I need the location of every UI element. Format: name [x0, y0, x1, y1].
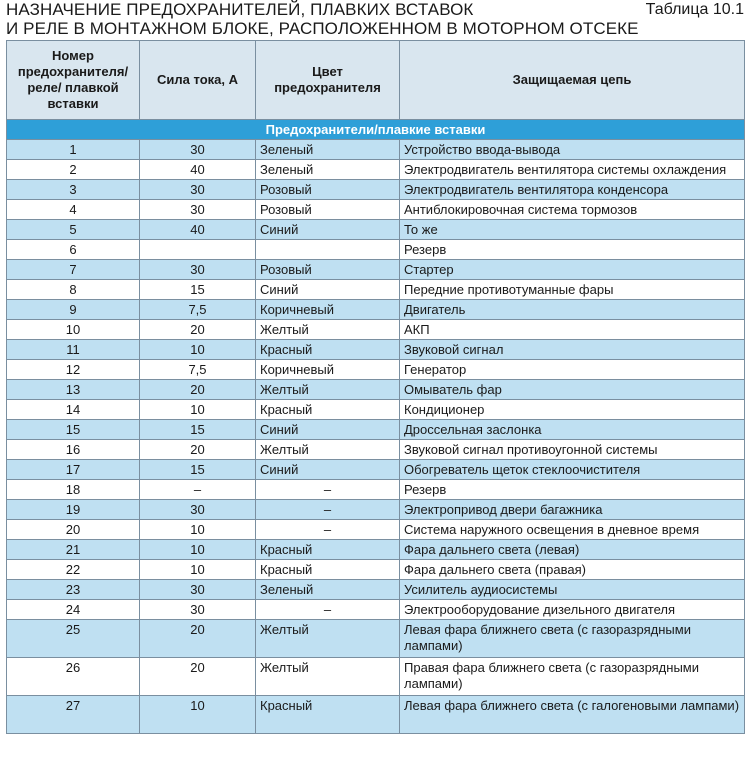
table-row [7, 480, 745, 500]
cell-circuit: Передние противотуманные фары [400, 280, 745, 300]
cell-number: 24 [7, 600, 140, 620]
cell-number: 20 [7, 520, 140, 540]
table-row [7, 600, 745, 620]
cell-color: – [256, 520, 400, 540]
cell-current: 15 [140, 420, 256, 440]
cell-color: Синий [256, 420, 400, 440]
cell-current: 20 [140, 440, 256, 460]
cell-number: 13 [7, 380, 140, 400]
cell-number: 9 [7, 300, 140, 320]
table-row [7, 620, 745, 658]
cell-number: 25 [7, 620, 140, 658]
title-line-1: НАЗНАЧЕНИЕ ПРЕДОХРАНИТЕЛЕЙ, ПЛАВКИХ ВСТАВОК [6, 0, 474, 19]
cell-circuit: Фара дальнего света (правая) [400, 560, 745, 580]
cell-color: Розовый [256, 180, 400, 200]
cell-current: 10 [140, 400, 256, 420]
cell-number: 19 [7, 500, 140, 520]
cell-color: Красный [256, 400, 400, 420]
cell-number: 3 [7, 180, 140, 200]
cell-color: Желтый [256, 658, 400, 696]
cell-circuit: Двигатель [400, 300, 745, 320]
cell-current: 20 [140, 380, 256, 400]
cell-circuit: Обогреватель щеток стеклоочистителя [400, 460, 745, 480]
cell-circuit: Кондиционер [400, 400, 745, 420]
cell-circuit: АКП [400, 320, 745, 340]
cell-current [140, 240, 256, 260]
table-row [7, 580, 745, 600]
cell-circuit: Система наружного освещения в дневное время [400, 520, 745, 540]
cell-color: Розовый [256, 200, 400, 220]
cell-circuit: Дроссельная заслонка [400, 420, 745, 440]
cell-color: Коричневый [256, 360, 400, 380]
cell-circuit: Правая фара ближнего света (с газоразрядными лампами) [400, 658, 745, 696]
cell-color: Синий [256, 220, 400, 240]
cell-color: Желтый [256, 380, 400, 400]
header-circuit: Защищаемая цепь [400, 41, 745, 120]
cell-current: 30 [140, 140, 256, 160]
cell-current: 10 [140, 520, 256, 540]
cell-number: 5 [7, 220, 140, 240]
cell-current: – [140, 480, 256, 500]
cell-circuit: Электрооборудование дизельного двигателя [400, 600, 745, 620]
cell-number: 12 [7, 360, 140, 380]
cell-number: 18 [7, 480, 140, 500]
cell-color: Красный [256, 340, 400, 360]
cell-current: 15 [140, 280, 256, 300]
cell-circuit: Антиблокировочная система тормозов [400, 200, 745, 220]
table-row [7, 140, 745, 160]
cell-circuit: Левая фара ближнего света (с галогеновыми лампами) [400, 696, 745, 734]
cell-color: Зеленый [256, 580, 400, 600]
table-row [7, 380, 745, 400]
table-row [7, 160, 745, 180]
cell-circuit: Генератор [400, 360, 745, 380]
cell-color: Розовый [256, 260, 400, 280]
cell-circuit: Стартер [400, 260, 745, 280]
cell-circuit: То же [400, 220, 745, 240]
cell-color: Синий [256, 280, 400, 300]
cell-color: – [256, 480, 400, 500]
cell-color: Красный [256, 540, 400, 560]
cell-number: 21 [7, 540, 140, 560]
cell-color: Красный [256, 696, 400, 734]
cell-number: 16 [7, 440, 140, 460]
table-row [7, 260, 745, 280]
table-row [7, 360, 745, 380]
cell-number: 27 [7, 696, 140, 734]
cell-color: – [256, 600, 400, 620]
cell-number: 22 [7, 560, 140, 580]
cell-current: 40 [140, 160, 256, 180]
cell-circuit: Звуковой сигнал [400, 340, 745, 360]
cell-number: 2 [7, 160, 140, 180]
header-row [7, 41, 745, 120]
table-row [7, 400, 745, 420]
cell-current: 30 [140, 260, 256, 280]
table-row [7, 200, 745, 220]
cell-current: 30 [140, 200, 256, 220]
table-row [7, 460, 745, 480]
fuse-table [6, 40, 745, 734]
table-row [7, 240, 745, 260]
cell-number: 1 [7, 140, 140, 160]
cell-color: Красный [256, 560, 400, 580]
cell-circuit: Левая фара ближнего света (с газоразрядными лампами) [400, 620, 745, 658]
cell-circuit: Фара дальнего света (левая) [400, 540, 745, 560]
table-row [7, 280, 745, 300]
cell-number: 8 [7, 280, 140, 300]
section-title: Предохранители/плавкие вставки [7, 120, 745, 140]
cell-circuit: Омыватель фар [400, 380, 745, 400]
table-row [7, 180, 745, 200]
cell-number: 10 [7, 320, 140, 340]
section-row [7, 120, 745, 140]
cell-circuit: Электропривод двери багажника [400, 500, 745, 520]
table-row [7, 340, 745, 360]
cell-current: 20 [140, 658, 256, 696]
cell-number: 17 [7, 460, 140, 480]
table-row [7, 320, 745, 340]
cell-circuit: Звуковой сигнал противоугонной системы [400, 440, 745, 460]
cell-color: Желтый [256, 320, 400, 340]
cell-circuit: Электродвигатель вентилятора системы охлаждения [400, 160, 745, 180]
header-current: Сила тока, А [140, 41, 256, 120]
cell-current: 7,5 [140, 360, 256, 380]
table-row [7, 500, 745, 520]
cell-color: Коричневый [256, 300, 400, 320]
cell-current: 15 [140, 460, 256, 480]
header-number: Номер предохранителя/ реле/ плавкой вставки [7, 41, 140, 120]
cell-color: Синий [256, 460, 400, 480]
cell-number: 15 [7, 420, 140, 440]
cell-circuit: Усилитель аудиосистемы [400, 580, 745, 600]
table-number: Таблица 10.1 [645, 1, 744, 18]
cell-color: Зеленый [256, 140, 400, 160]
cell-number: 6 [7, 240, 140, 260]
cell-color: Желтый [256, 620, 400, 658]
table-row [7, 300, 745, 320]
cell-current: 20 [140, 620, 256, 658]
table-row [7, 560, 745, 580]
cell-circuit: Резерв [400, 240, 745, 260]
cell-number: 26 [7, 658, 140, 696]
table-row [7, 420, 745, 440]
cell-number: 11 [7, 340, 140, 360]
table-row [7, 696, 745, 734]
cell-color: Желтый [256, 440, 400, 460]
cell-circuit: Электродвигатель вентилятора конденсора [400, 180, 745, 200]
table-row [7, 440, 745, 460]
cell-current: 30 [140, 580, 256, 600]
table-row [7, 658, 745, 696]
cell-current: 10 [140, 560, 256, 580]
cell-current: 30 [140, 180, 256, 200]
cell-circuit: Резерв [400, 480, 745, 500]
cell-number: 4 [7, 200, 140, 220]
cell-current: 10 [140, 540, 256, 560]
cell-number: 23 [7, 580, 140, 600]
cell-color: – [256, 500, 400, 520]
cell-circuit: Устройство ввода-вывода [400, 140, 745, 160]
cell-current: 30 [140, 500, 256, 520]
cell-color [256, 240, 400, 260]
table-row [7, 520, 745, 540]
cell-current: 7,5 [140, 300, 256, 320]
cell-current: 10 [140, 340, 256, 360]
title-line-2: И РЕЛЕ В МОНТАЖНОМ БЛОКЕ, РАСПОЛОЖЕННОМ В МОТОРНОМ ОТСЕКЕ [6, 19, 639, 38]
cell-current: 30 [140, 600, 256, 620]
cell-color: Зеленый [256, 160, 400, 180]
cell-number: 14 [7, 400, 140, 420]
title-block [6, 0, 744, 40]
table-row [7, 540, 745, 560]
header-color: Цвет предохранителя [256, 41, 400, 120]
cell-current: 20 [140, 320, 256, 340]
cell-current: 40 [140, 220, 256, 240]
cell-current: 10 [140, 696, 256, 734]
cell-number: 7 [7, 260, 140, 280]
table-row [7, 220, 745, 240]
